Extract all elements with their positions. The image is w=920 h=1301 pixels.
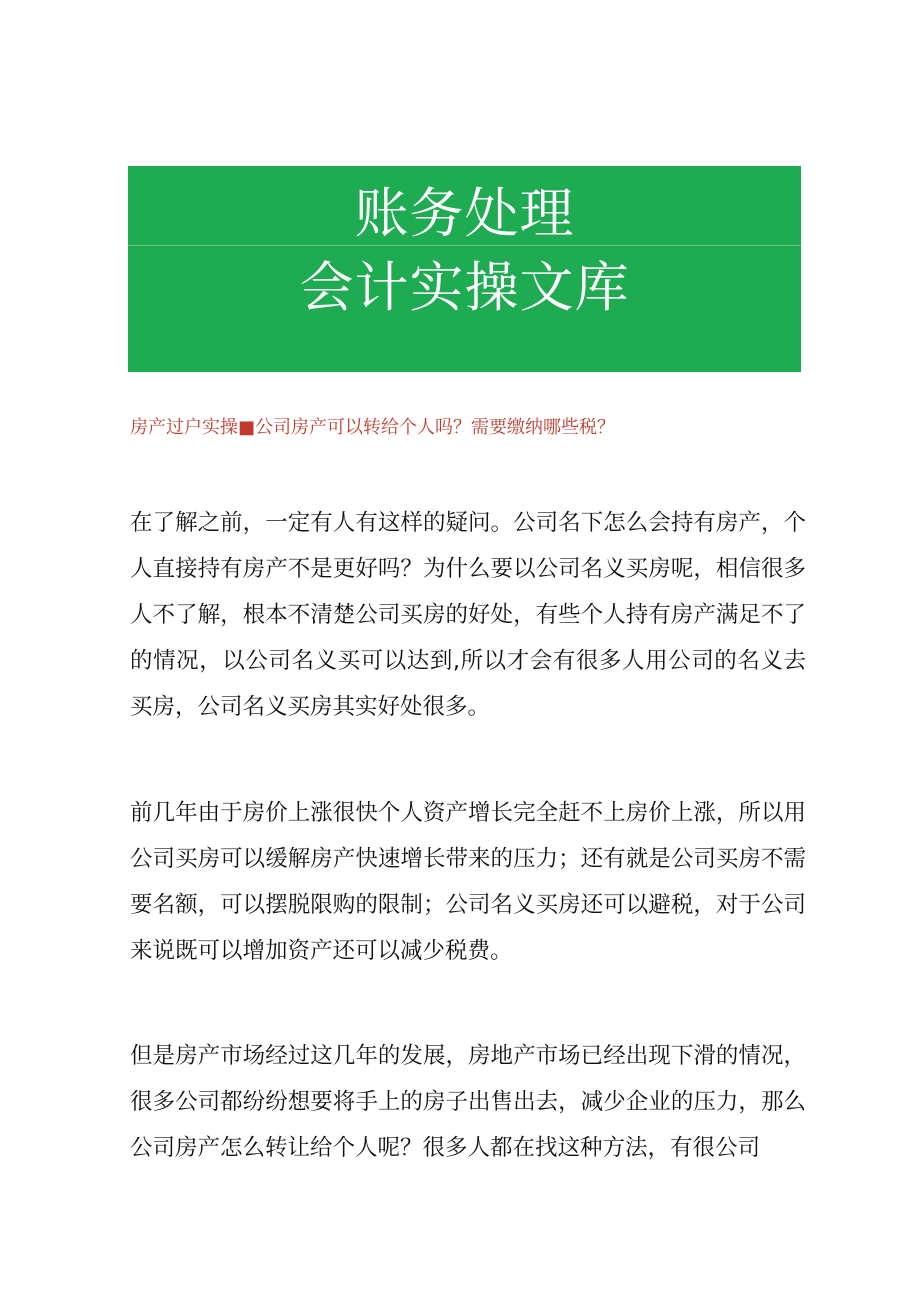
banner-divider: [128, 245, 801, 246]
paragraph-2: 前几年由于房价上涨很快个人资产增长完全赶不上房价上涨，所以用公司买房可以缓解房产快速增长带来的压力；还有就是公司买房不需要名额，可以摆脱限购的限制；公司名义买房还可以避税，对于公司来说既可以增加资产还可以减少税费。: [130, 800, 806, 964]
paragraph-3: 但是房产市场经过这几年的发展，房地产市场已经出现下滑的情况，很多公司都纷纷想要将手上的房子出售出去，减少企业的压力，那么公司房产怎么转让给个人呢？很多人都在找这种方法，有很公司: [130, 1043, 806, 1161]
article-subtitle: 房产过户实操■公司房产可以转给个人吗？需要缴纳哪些税？: [130, 417, 616, 438]
banner-title-line2: 会计实操文库: [299, 256, 630, 319]
header-banner: [128, 166, 801, 372]
paragraph-1: 在了解之前，一定有人有这样的疑问。公司名下怎么会持有房产，个人直接持有房产不是更好吗？为什么要以公司名义买房呢，相信很多人不了解，根本不清楚公司买房的好处，有些个人持有房产满足不了的情况，以公司名义买可以达到,所以才会有很多人用公司的名义去买房，公司名义买房其实好处很多。: [130, 510, 806, 720]
banner-title-line1: 账务处理: [354, 182, 575, 245]
